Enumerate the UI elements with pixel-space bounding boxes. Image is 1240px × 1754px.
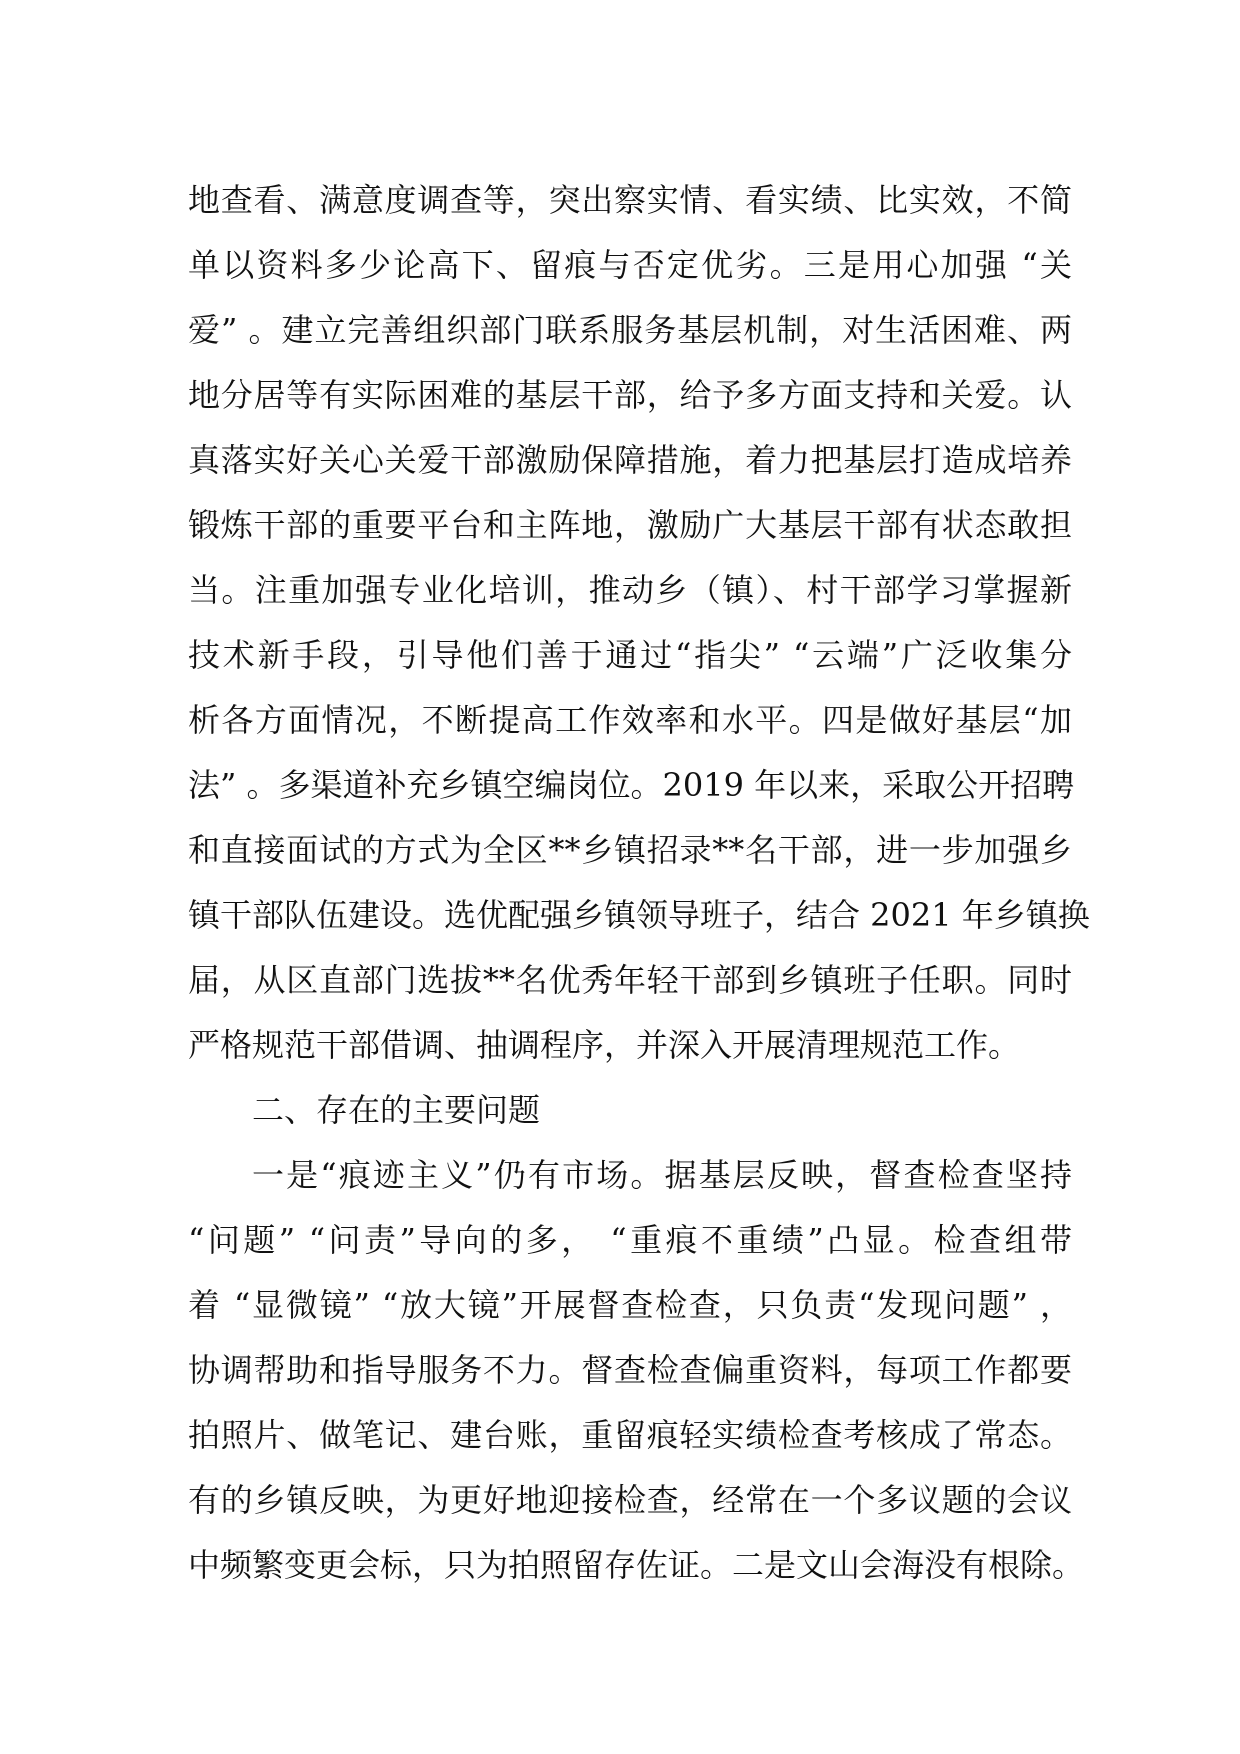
text-line: 和直接面试的方式为全区**乡镇招录**名干部，进一步加强乡: [188, 831, 1072, 869]
text-line: 有的乡镇反映，为更好地迎接检查，经常在一个多议题的会议: [188, 1481, 1072, 1519]
text-line: 地分居等有实际困难的基层干部，给予多方面支持和关爱。认: [188, 376, 1072, 414]
text-line: 技术新手段，引导他们善于通过“指尖” “云端”广泛收集分: [188, 636, 1072, 674]
section-heading: 二、存在的主要问题: [252, 1091, 541, 1129]
document-body: [188, 168, 1090, 1598]
text-line: 着 “显微镜” “放大镜”开展督查检查，只负责“发现问题” ，: [188, 1286, 1072, 1324]
text-line: 析各方面情况，不断提高工作效率和水平。四是做好基层“加: [188, 701, 1072, 739]
text-line: 地查看、满意度调查等，突出察实情、看实绩、比实效，不简: [188, 181, 1072, 219]
text-line: 当。注重加强专业化培训，推动乡（镇）、村干部学习掌握新: [188, 571, 1072, 609]
text-line: 锻炼干部的重要平台和主阵地，激励广大基层干部有状态敢担: [188, 506, 1072, 544]
text-line: 一是“痕迹主义”仍有市场。据基层反映，督查检查坚持: [252, 1156, 1072, 1194]
text-line: 中频繁变更会标，只为拍照留存佐证。二是文山会海没有根除。: [188, 1546, 1085, 1584]
text-line: 严格规范干部借调、抽调程序，并深入开展清理规范工作。: [188, 1026, 1021, 1064]
text-line: 镇干部队伍建设。选优配强乡镇领导班子，结合 2021 年乡镇换: [188, 896, 1090, 934]
text-line: 法” 。多渠道补充乡镇空编岗位。2019 年以来，采取公开招聘: [188, 766, 1075, 804]
text-line: 届，从区直部门选拔**名优秀年轻干部到乡镇班子任职。同时: [188, 961, 1072, 999]
text-line: 协调帮助和指导服务不力。督查检查偏重资料，每项工作都要: [188, 1351, 1072, 1389]
text-line: 单以资料多少论高下、留痕与否定优劣。三是用心加强 “关: [188, 246, 1072, 284]
text-line: 爱” 。建立完善组织部门联系服务基层机制，对生活困难、两: [188, 311, 1072, 349]
text-line: “问题” “问责”导向的多， “重痕不重绩”凸显。检查组带: [188, 1221, 1072, 1259]
text-line: 拍照片、做笔记、建台账，重留痕轻实绩检查考核成了常态。: [188, 1416, 1072, 1454]
text-line: 真落实好关心关爱干部激励保障措施，着力把基层打造成培养: [188, 441, 1072, 479]
